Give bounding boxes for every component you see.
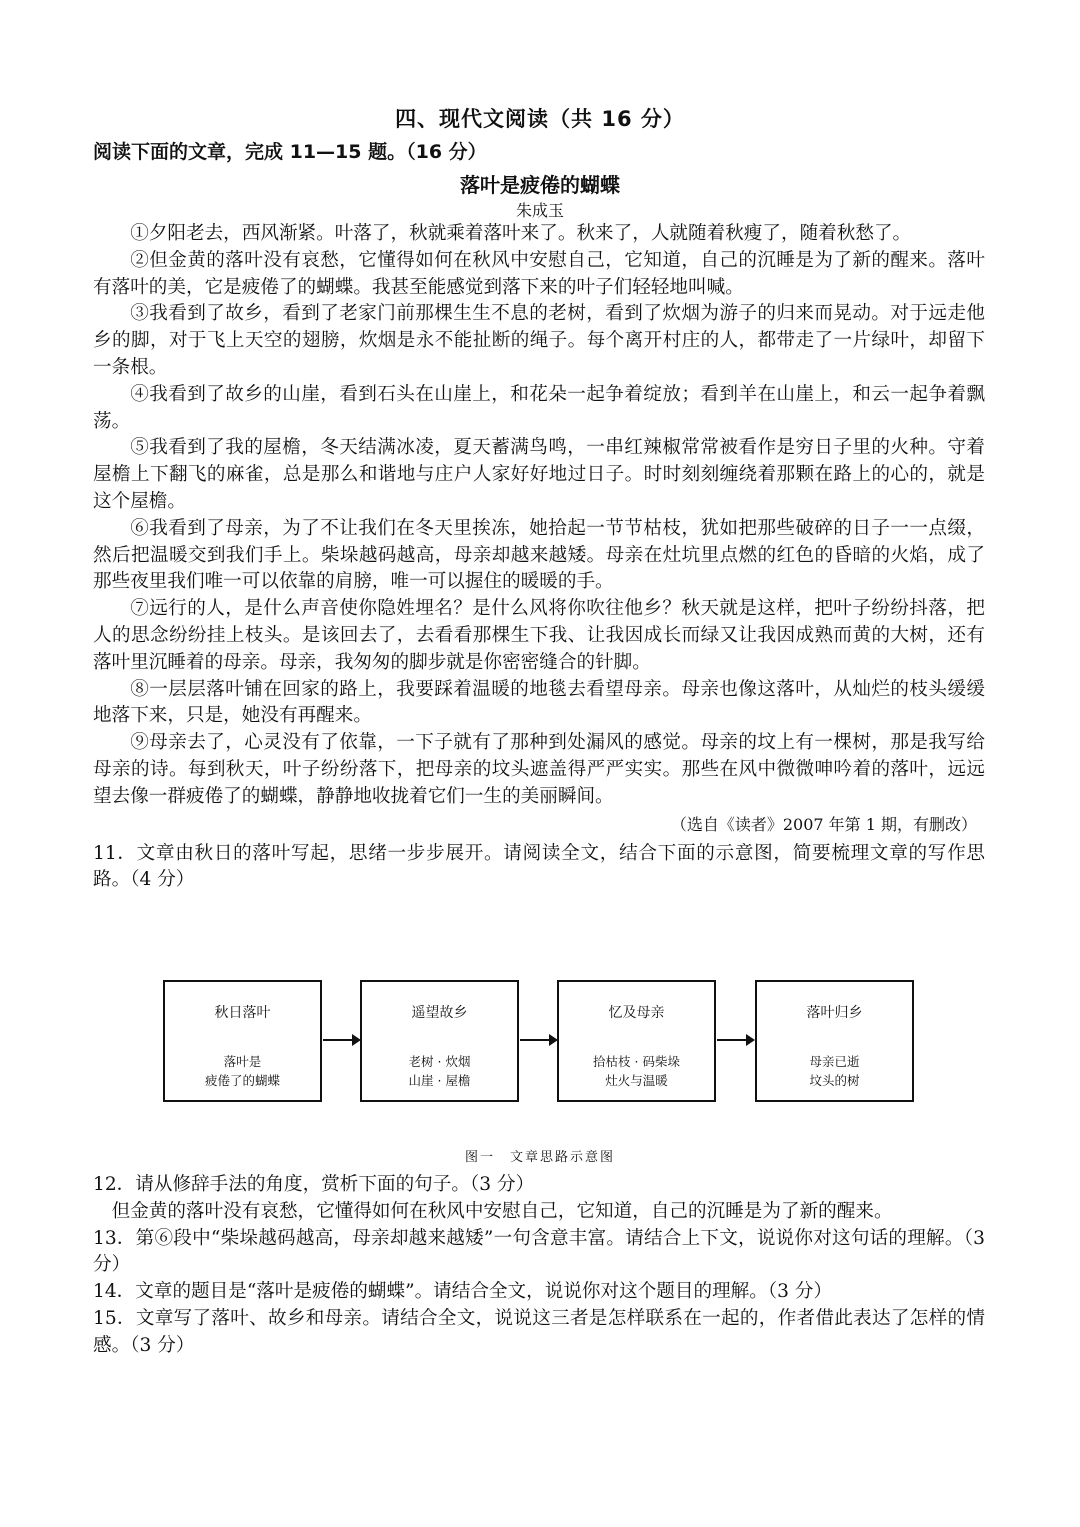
question-11: 11．文章由秋日的落叶写起，思绪一步步展开。请阅读全文，结合下面的示意图，简要梳理文章的写作思路。（4 分） (93, 842, 985, 891)
essay-body (93, 221, 985, 894)
diagram-box-line: 灶火与温暖 (605, 1073, 668, 1088)
diagram-box-mother (557, 980, 716, 1102)
questions-section (93, 1172, 985, 1360)
diagram-box-hometown (360, 980, 519, 1102)
right-arrow-icon (520, 1039, 556, 1041)
diagram-caption: 图一 文章思路示意图 (464, 1150, 615, 1165)
essay-source: （选自《读者》2007 年第 1 期，有删改） (670, 814, 977, 834)
essay-title: 落叶是疲倦的蝴蝶 (460, 173, 620, 197)
paragraph-4: ④我看到了故乡的山崖，看到石头在山崖上，和花朵一起争着绽放；看到羊在山崖上，和云一起争着飘荡。 (93, 383, 985, 432)
diagram-box-heading: 秋日落叶 (214, 1005, 271, 1021)
diagram-box-heading: 忆及母亲 (608, 1005, 665, 1021)
question-15: 15．文章写了落叶、故乡和母亲。请结合全文，说说这三者是怎样联系在一起的，作者借此表达了怎样的情感。（3 分） (93, 1307, 985, 1356)
question-14: 14．文章的题目是“落叶是疲倦的蝴蝶”。请结合全文，说说你对这个题目的理解。（3 分） (93, 1281, 833, 1303)
question-12-quote: 但金黄的落叶没有哀愁，它懂得如何在秋风中安慰自己，它知道，自己的沉睡是为了新的醒来。 (111, 1200, 893, 1222)
paragraph-8: ⑧一层层落叶铺在回家的路上，我要踩着温暖的地毯去看望母亲。母亲也像这落叶，从灿烂的枝头缓缓地落下来，只是，她没有再醒来。 (93, 678, 985, 727)
right-arrow-icon (323, 1039, 359, 1041)
diagram-box-line: 落叶是 (223, 1054, 262, 1069)
diagram-box-autumn-leaves (163, 980, 322, 1102)
diagram-box-line: 山崖 · 屋檐 (408, 1073, 471, 1088)
diagram-box-line: 疲倦了的蝴蝶 (204, 1073, 280, 1088)
paragraph-3: ③我看到了故乡，看到了老家门前那棵生生不息的老树，看到了炊烟为游子的归来而晃动。对于远走他乡的脚，对于飞上天空的翅膀，炊烟是永不能扯断的绳子。每个离开村庄的人，都带走了一片绿叶，却留下一条根。 (93, 303, 985, 378)
diagram-box-line: 老树 · 炊烟 (408, 1054, 471, 1069)
diagram-box-return (755, 980, 914, 1102)
diagram-box-heading: 落叶归乡 (806, 1005, 863, 1021)
section-title: 四、现代文阅读（共 16 分） (395, 107, 685, 131)
diagram-box-line: 坟头的树 (809, 1073, 860, 1088)
diagram-box-line: 母亲已逝 (809, 1054, 860, 1069)
question-12: 12．请从修辞手法的角度，赏析下面的句子。（3 分） (93, 1174, 535, 1195)
diagram-box-heading: 遥望故乡 (411, 1005, 468, 1021)
paragraph-9: ⑨母亲去了，心灵没有了依靠，一下子就有了那种到处漏风的感觉。母亲的坟上有一棵树，那是我写给母亲的诗。每到秋天，叶子纷纷落下，把母亲的坟头遮盖得严严实实。那些在风中微微呻吟着的落叶，远远望去像一群疲倦了的蝴蝶，静静地收拢着它们一生的美丽瞬间。 (93, 732, 985, 807)
right-arrow-icon (717, 1039, 753, 1041)
question-13: 13．第⑥段中“柴垛越码越高，母亲却越来越矮”一句含意丰富。请结合上下文，说说你对这句话的理解。（3 分） (93, 1227, 985, 1276)
paragraph-7: ⑦远行的人，是什么声音使你隐姓埋名？是什么风将你吹往他乡？秋天就是这样，把叶子纷纷抖落，把人的思念纷纷挂上枝头。是该回去了，去看看那棵生下我、让我因成长而绿又让我因成熟而黄的大树，还有落叶里沉睡着的母亲。母亲，我匆匆的脚步就是你密密缝合的针脚。 (93, 598, 985, 673)
paragraph-1: ①夕阳老去，西风渐紧。叶落了，秋就乘着落叶来了。秋来了，人就随着秋瘦了，随着秋愁了。 (130, 223, 912, 244)
paragraph-6: ⑥我看到了母亲，为了不让我们在冬天里挨冻，她拾起一节节枯枝，犹如把那些破碎的日子一一点缀，然后把温暖交到我们手上。柴垛越码越高，母亲却越来越矮。母亲在灶坑里点燃的红色的昏暗的火焰，成了那些夜里我们唯一可以依靠的肩膀，唯一可以握住的暖暖的手。 (93, 517, 985, 593)
reading-instruction: 阅读下面的文章，完成 11—15 题。（16 分） (93, 141, 487, 163)
paragraph-2: ②但金黄的落叶没有哀愁，它懂得如何在秋风中安慰自己，它知道，自己的沉睡是为了新的醒来。落叶有落叶的美，它是疲倦了的蝴蝶。我甚至能感觉到落下来的叶子们轻轻地叫喊。 (93, 249, 985, 298)
essay-author: 朱成玉 (515, 201, 564, 220)
diagram-box-line: 拾枯枝 · 码柴垛 (593, 1054, 680, 1069)
paragraph-5: ⑤我看到了我的屋檐，冬天结满冰凌，夏天蓄满鸟鸣，一串红辣椒常常被看作是穷日子里的火种。守着屋檐上下翻飞的麻雀，总是那么和谐地与庄户人家好好地过日子。时时刻刻缠绕着那颗在路上的心的，就是这个屋檐。 (93, 437, 985, 512)
writing-flow-diagram (163, 980, 917, 1106)
